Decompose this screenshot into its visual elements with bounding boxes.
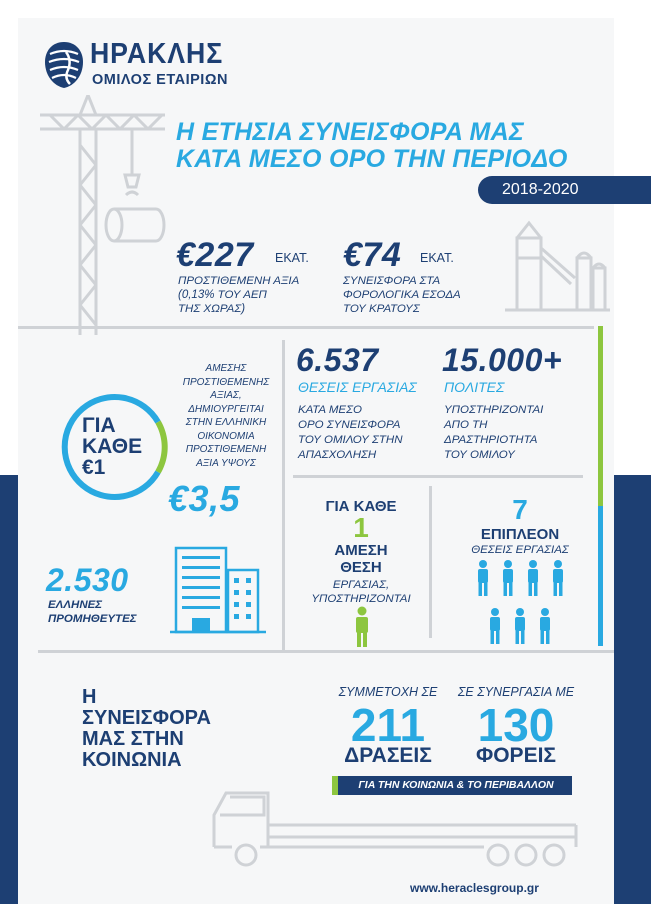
ring-line-1: ΓΙΑ (82, 414, 116, 437)
actions-pre: ΣΥΜΜΕΤΟΧΗ ΣΕ (338, 685, 438, 699)
jobs-desc-4: ΑΠΑΣΧΟΛΗΣΗ (298, 449, 377, 461)
tax-desc-3: ΤΟΥ ΚΡΑΤΟΥΣ (343, 303, 420, 315)
period-label: 2018-2020 (502, 181, 579, 198)
society-title-1: Η (82, 686, 97, 708)
tax-desc-1: ΣΥΝΕΙΣΦΟΡΑ ΣΤΑ (343, 275, 441, 287)
citizens-desc-4: ΤΟΥ ΟΜΙΛΟΥ (444, 449, 515, 461)
logo-name: ΗΡΑΚΛΗΣ (90, 38, 224, 70)
direct-job-desc-2: ΥΠΟΣΤΗΡΙΖΟΝΤΑΙ (311, 593, 411, 605)
office-buildings-icon (170, 540, 270, 635)
divider-horizontal-3 (38, 650, 614, 653)
direct-job-number: 1 (353, 512, 369, 543)
direct-job-line-3: ΘΕΣΗ (340, 559, 382, 576)
direct-job-desc-1: ΕΡΓΑΣΙΑΣ, (332, 579, 390, 591)
partners-label: ΦΟΡΕΙΣ (475, 744, 557, 767)
multiplier-desc-7: ΠΡΟΣΤΙΘΕΜΕΝΗ (185, 444, 267, 455)
divider-horizontal-1 (18, 326, 594, 329)
divider-vertical-1 (282, 340, 285, 652)
title-line-1: Η ΕΤΗΣΙΑ ΣΥΝΕΙΣΦΟΡΑ ΜΑΣ (176, 118, 525, 146)
title-line-2: ΚΑΤΑ ΜΕΣΟ ΟΡΟ ΤΗΝ ΠΕΡΙΟΔΟ (176, 145, 568, 173)
multiplier-desc-5: ΣΤΗΝ ΕΛΛΗΝΙΚΗ (185, 417, 267, 428)
people-group-icon (475, 560, 575, 648)
citizens-desc-2: ΑΠΟ ΤΗ (444, 419, 488, 431)
direct-job-line-1: ΓΙΑ ΚΑΘΕ (325, 498, 397, 515)
suppliers-desc-1: ΕΛΛΗΝΕΣ (48, 599, 103, 611)
divider-horizontal-2 (293, 475, 583, 478)
footer-url[interactable]: www.heraclesgroup.gr (410, 881, 539, 895)
logo-subtitle: ΟΜΙΛΟΣ ΕΤΑΙΡΙΩΝ (92, 72, 228, 88)
extra-jobs-line-1: ΕΠΙΠΛΕΟΝ (480, 526, 560, 543)
actions-label: ΔΡΑΣΕΙΣ (344, 744, 432, 767)
partners-value: 130 (477, 699, 555, 751)
citizens-label: ΠΟΛΙΤΕΣ (444, 379, 505, 395)
accent-bar-green (598, 326, 603, 506)
ring-line-3: €1 (82, 456, 106, 479)
partners-pre: ΣΕ ΣΥΝΕΡΓΑΣΙΑ ΜΕ (457, 685, 575, 699)
tax-unit: ΕΚΑΤ. (420, 251, 454, 265)
multiplier-desc-4: ΔΗΜΙΟΥΡΓΕΙΤΑΙ (188, 403, 264, 415)
period-badge (478, 176, 651, 204)
jobs-desc-3: ΤΟΥ ΟΜΙΛΟΥ ΣΤΗΝ (298, 434, 403, 446)
added-value-desc-1: ΠΡΟΣΤΙΘΕΜΕΝΗ ΑΞΙΑ (178, 275, 300, 287)
multiplier-desc-8: ΑΞΙΑ ΥΨΟΥΣ (196, 457, 256, 469)
added-value-amount: €227 (176, 236, 254, 274)
ring-line-2: ΚΑΘΕ (82, 435, 143, 458)
citizens-value: 15.000+ (442, 342, 563, 378)
cement-plant-icon (505, 218, 610, 313)
actions-value: 211 (350, 699, 426, 751)
jobs-desc-1: ΚΑΤΑ ΜΕΣΟ (298, 404, 362, 416)
added-value-unit: ΕΚΑΤ. (275, 251, 309, 265)
society-title-3: ΜΑΣ ΣΤΗΝ (82, 728, 184, 750)
direct-job-line-2: ΑΜΕΣΗ (334, 542, 388, 559)
jobs-label: ΘΕΣΕΙΣ ΕΡΓΑΣΙΑΣ (298, 379, 417, 395)
multiplier-desc-3: ΑΞΙΑΣ, (210, 390, 242, 401)
jobs-value: 6.537 (296, 342, 379, 378)
multiplier-desc-1: ΑΜΕΣΗΣ (205, 363, 247, 374)
divider-vertical-2 (429, 486, 432, 638)
suppliers-value: 2.530 (46, 562, 129, 598)
society-title-4: ΚΟΙΝΩΝΙΑ (82, 749, 182, 771)
tax-desc-2: ΦΟΡΟΛΟΓΙΚΑ ΕΣΟΔΑ (343, 289, 461, 301)
tax-amount: €74 (343, 236, 402, 274)
multiplier-desc-6: ΟΙΚΟΝΟΜΙΑ (197, 430, 255, 442)
multiplier-desc-2: ΠΡΟΣΤΙΘΕΜΕΝΗΣ (182, 376, 270, 388)
added-value-desc-2: (0,13% ΤΟΥ ΑΕΠ (178, 289, 267, 301)
suppliers-desc-2: ΠΡΟΜΗΘΕΥΤΕΣ (48, 613, 137, 625)
truck-icon (206, 785, 606, 875)
multiplier-value: €3,5 (168, 478, 241, 519)
citizens-desc-1: ΥΠΟΣΤΗΡΙΖΟΝΤΑΙ (444, 404, 544, 416)
lion-head-icon (42, 40, 86, 90)
person-icon-green (352, 606, 372, 648)
extra-jobs-number: 7 (512, 494, 528, 525)
extra-jobs-desc: ΘΕΣΕΙΣ ΕΡΓΑΣΙΑΣ (471, 544, 569, 556)
tower-crane-icon (40, 95, 180, 335)
citizens-desc-3: ΔΡΑΣΤΗΡΙΟΤΗΤΑ (444, 434, 538, 446)
society-title-2: ΣΥΝΕΙΣΦΟΡΑ (82, 707, 211, 729)
added-value-desc-3: ΤΗΣ ΧΩΡΑΣ) (178, 303, 246, 315)
jobs-desc-2: ΟΡΟ ΣΥΝΕΙΣΦΟΡΑ (298, 419, 401, 431)
multiplier-desc (176, 362, 276, 470)
logo (42, 38, 252, 94)
society-banner-label: ΓΙΑ ΤΗΝ ΚΟΙΝΩΝΙΑ & ΤΟ ΠΕΡΙΒΑΛΛΟΝ (358, 779, 554, 791)
